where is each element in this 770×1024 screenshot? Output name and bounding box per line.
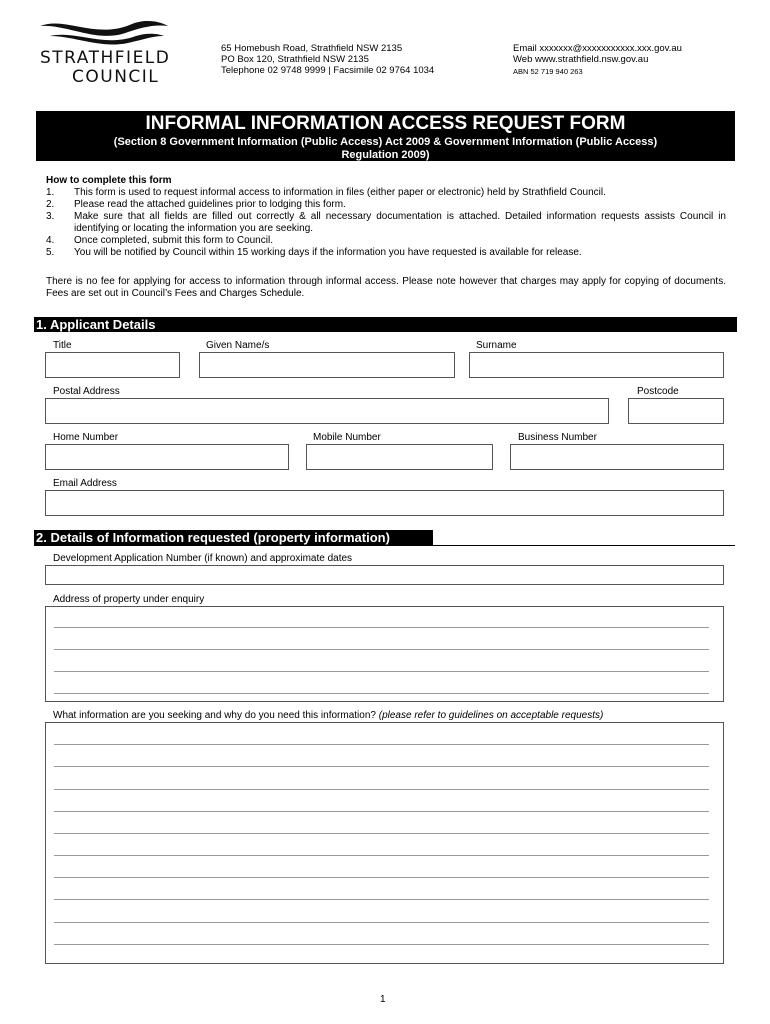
seeking-information-label xyxy=(53,710,733,721)
section-information-requested-header: 2. Details of Information requested (property information) xyxy=(34,530,433,545)
council-contact-block xyxy=(513,43,743,77)
surname-field[interactable] xyxy=(469,352,724,378)
list-item-text: Make sure that all fields are filled out correctly & all necessary documentation is attached. Detailed information requests assists Council in identifying or locating the information you are seeking. xyxy=(74,211,726,234)
business-number-field[interactable] xyxy=(510,444,724,470)
given-names-label: Given Name/s xyxy=(206,340,270,351)
list-item xyxy=(46,247,726,259)
logo-name-line1: STRATHFIELD xyxy=(40,48,171,68)
business-number-label: Business Number xyxy=(518,432,597,443)
property-address-field[interactable] xyxy=(45,606,724,702)
title-field[interactable] xyxy=(45,352,180,378)
mobile-number-label: Mobile Number xyxy=(313,432,381,443)
mobile-number-field[interactable] xyxy=(306,444,493,470)
list-item-number: 4. xyxy=(46,235,55,246)
list-item-text: Please read the attached guidelines prior to lodging this form. xyxy=(74,199,346,210)
list-item xyxy=(46,235,726,247)
writing-line xyxy=(54,855,709,856)
section-divider xyxy=(34,545,735,546)
list-item-number: 2. xyxy=(46,199,55,210)
home-number-field[interactable] xyxy=(45,444,289,470)
seeking-information-field[interactable] xyxy=(45,722,724,964)
list-item xyxy=(46,199,726,211)
home-number-label: Home Number xyxy=(53,432,119,443)
address-line-1: 65 Homebush Road, Strathfield NSW 2135 xyxy=(221,43,403,54)
page-title: INFORMAL INFORMATION ACCESS REQUEST FORM xyxy=(145,113,626,134)
given-names-field[interactable] xyxy=(199,352,455,378)
email-address-label: Email Address xyxy=(53,478,117,489)
form-subtitle-line1: (Section 8 Government Information (Public Access) Act 2009 & Government Information (Public Access) xyxy=(113,136,658,148)
council-abn: ABN 52 719 940 263 xyxy=(513,67,583,76)
council-logo xyxy=(36,18,176,88)
writing-line xyxy=(54,922,709,923)
da-number-label: Development Application Number (if known) and approximate dates xyxy=(53,553,353,564)
address-line-2: PO Box 120, Strathfield NSW 2135 xyxy=(221,54,369,65)
email-address-field[interactable] xyxy=(45,490,724,516)
writing-line xyxy=(54,744,709,745)
list-item-text: You will be notified by Council within 15 working days if the information you have requested is available for release. xyxy=(74,247,582,258)
title-label: Title xyxy=(53,340,72,351)
property-address-label: Address of property under enquiry xyxy=(53,594,205,605)
section-applicant-details-header: 1. Applicant Details xyxy=(34,317,737,332)
writing-line xyxy=(54,811,709,812)
postcode-label: Postcode xyxy=(637,386,679,397)
form-subtitle-line2: Regulation 2009) xyxy=(341,149,430,161)
council-address-block xyxy=(221,43,491,76)
postcode-field[interactable] xyxy=(628,398,724,424)
writing-line xyxy=(54,693,709,694)
address-line-3: Telephone 02 9748 9999 | Facsimile 02 9764 1034 xyxy=(221,65,435,76)
writing-line xyxy=(54,899,709,900)
writing-line xyxy=(54,877,709,878)
writing-line xyxy=(54,671,709,672)
writing-line xyxy=(54,649,709,650)
list-item-text: Once completed, submit this form to Council. xyxy=(74,235,273,246)
list-item-number: 1. xyxy=(46,187,55,198)
da-number-field[interactable] xyxy=(45,565,724,585)
writing-line xyxy=(54,833,709,834)
page-number: 1 xyxy=(380,994,386,1005)
list-item-number: 5. xyxy=(46,247,55,258)
writing-line xyxy=(54,789,709,790)
writing-line xyxy=(54,627,709,628)
list-item xyxy=(46,211,726,235)
instructions-heading: How to complete this form xyxy=(46,175,172,186)
council-email: Email xxxxxxx@xxxxxxxxxxx.xxx.gov.au xyxy=(513,43,682,54)
form-title-bar xyxy=(36,111,735,161)
seeking-information-note: (please refer to guidelines on acceptable requests) xyxy=(378,710,604,721)
instructions-list xyxy=(46,187,726,267)
writing-line xyxy=(54,766,709,767)
list-item-text: This form is used to request informal access to information in files (either paper or electronic) held by Strathfield Council. xyxy=(74,187,606,198)
seeking-information-question: What information are you seeking and why do you need this information? xyxy=(53,710,376,721)
list-item-number: 3. xyxy=(46,211,55,222)
logo-wave-icon xyxy=(36,18,176,48)
surname-label: Surname xyxy=(476,340,517,351)
list-item xyxy=(46,187,726,199)
logo-name-line2: COUNCIL xyxy=(72,67,160,87)
writing-line xyxy=(54,944,709,945)
postal-address-label: Postal Address xyxy=(53,386,120,397)
council-web: Web www.strathfield.nsw.gov.au xyxy=(513,54,649,65)
fee-note: There is no fee for applying for access to information through informal access. Please note however that charges may apply for copying of documents. Fees are set out in Council’s Fees and Charges Schedule. xyxy=(46,276,726,299)
postal-address-field[interactable] xyxy=(45,398,609,424)
